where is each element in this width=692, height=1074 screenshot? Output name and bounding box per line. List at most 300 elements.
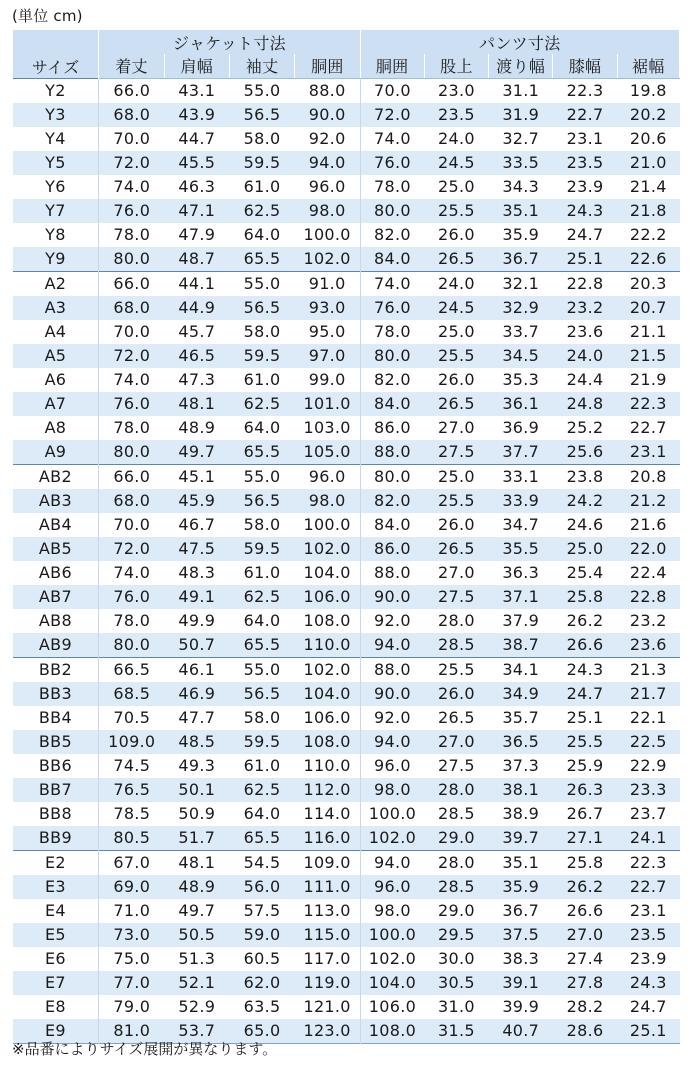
size-cell: A3	[13, 296, 99, 320]
jacket-length-cell: 81.0	[99, 1019, 164, 1044]
pants-rise-cell: 27.0	[424, 561, 488, 585]
pants-rise-cell: 25.0	[424, 320, 488, 344]
jacket-waist-cell: 100.0	[295, 513, 360, 537]
jacket-shoulder-cell: 49.3	[164, 754, 229, 778]
table-row	[13, 344, 680, 368]
pants-thigh-cell: 31.9	[489, 103, 553, 127]
pants-rise-cell: 26.5	[424, 706, 488, 730]
jacket-sleeve-cell: 64.0	[229, 416, 294, 440]
size-cell: A7	[13, 392, 99, 416]
pants-thigh-cell: 39.1	[489, 971, 553, 995]
jacket-sleeve-cell: 59.5	[229, 151, 294, 175]
pants-waist-cell: 96.0	[360, 875, 424, 899]
pants-hem-cell: 22.3	[617, 392, 679, 416]
jacket-sleeve-cell: 64.0	[229, 802, 294, 826]
pants-thigh-cell: 37.9	[489, 609, 553, 633]
pants-hem-cell: 20.7	[617, 296, 679, 320]
pants-rise-cell: 31.0	[424, 995, 488, 1019]
jacket-length-cell: 66.0	[99, 79, 164, 104]
jacket-length-cell: 79.0	[99, 995, 164, 1019]
pants-thigh-cell: 37.1	[489, 585, 553, 609]
jacket-shoulder-cell: 48.9	[164, 416, 229, 440]
pants-hem-cell: 23.6	[617, 633, 679, 658]
table-row	[13, 899, 680, 923]
size-cell: BB5	[13, 730, 99, 754]
pants-rise-cell: 25.0	[424, 175, 488, 199]
size-cell: BB2	[13, 658, 99, 683]
jacket-waist-cell: 109.0	[295, 851, 360, 876]
pants-thigh-cell: 36.7	[489, 899, 553, 923]
table-row	[13, 392, 680, 416]
jacket-shoulder-cell: 47.7	[164, 706, 229, 730]
pants-waist-cell: 102.0	[360, 826, 424, 851]
jacket-waist-cell: 123.0	[295, 1019, 360, 1044]
pants-rise-cell: 27.5	[424, 440, 488, 465]
jacket-length-cell: 76.0	[99, 392, 164, 416]
pants-hem-cell: 22.4	[617, 561, 679, 585]
pants-rise-cell: 26.0	[424, 513, 488, 537]
pants-hem-cell: 20.3	[617, 272, 679, 297]
table-header	[13, 30, 680, 79]
footnote: ※品番によりサイズ展開が異なります。	[12, 1040, 278, 1058]
jacket-waist-cell: 104.0	[295, 682, 360, 706]
pants-hem-cell: 22.7	[617, 875, 679, 899]
size-cell: Y7	[13, 199, 99, 223]
jacket-shoulder-cell: 45.1	[164, 465, 229, 490]
jacket-waist-cell: 104.0	[295, 561, 360, 585]
jacket-shoulder-cell: 46.1	[164, 658, 229, 683]
jacket-waist-cell: 101.0	[295, 392, 360, 416]
pants-knee-cell: 24.8	[553, 392, 617, 416]
pants-knee-cell: 24.0	[553, 344, 617, 368]
jacket-sleeve-cell: 65.5	[229, 440, 294, 465]
pants-rise-cell: 24.5	[424, 296, 488, 320]
pants-thigh-cell: 35.9	[489, 223, 553, 247]
table-row	[13, 851, 680, 876]
pants-rise-cell: 27.0	[424, 416, 488, 440]
jacket-waist-cell: 91.0	[295, 272, 360, 297]
table-row	[13, 440, 680, 465]
size-cell: AB8	[13, 609, 99, 633]
jacket-length-cell: 68.5	[99, 682, 164, 706]
pants-thigh-cell: 38.1	[489, 778, 553, 802]
jacket-waist-cell: 98.0	[295, 199, 360, 223]
pants-rise-cell: 25.5	[424, 199, 488, 223]
jacket-sleeve-cell: 58.0	[229, 706, 294, 730]
pants-rise-cell: 26.5	[424, 537, 488, 561]
pants-rise-header: 股上	[424, 54, 488, 79]
jacket-shoulder-cell: 50.9	[164, 802, 229, 826]
pants-thigh-cell: 36.9	[489, 416, 553, 440]
jacket-waist-header: 胴囲	[295, 54, 360, 79]
pants-thigh-cell: 35.5	[489, 537, 553, 561]
pants-hem-cell: 21.8	[617, 199, 679, 223]
pants-hem-cell: 23.5	[617, 923, 679, 947]
pants-knee-cell: 24.6	[553, 513, 617, 537]
jacket-sleeve-cell: 55.0	[229, 79, 294, 104]
pants-rise-cell: 28.0	[424, 851, 488, 876]
jacket-length-cell: 76.0	[99, 199, 164, 223]
table-row	[13, 223, 680, 247]
pants-hem-cell: 19.8	[617, 79, 679, 104]
jacket-waist-cell: 110.0	[295, 754, 360, 778]
jacket-shoulder-cell: 44.7	[164, 127, 229, 151]
jacket-waist-cell: 106.0	[295, 585, 360, 609]
size-cell: AB4	[13, 513, 99, 537]
pants-hem-cell: 22.0	[617, 537, 679, 561]
pants-waist-cell: 100.0	[360, 923, 424, 947]
jacket-length-header: 着丈	[99, 54, 164, 79]
jacket-sleeve-cell: 55.0	[229, 465, 294, 490]
jacket-shoulder-cell: 51.3	[164, 947, 229, 971]
pants-thigh-cell: 33.7	[489, 320, 553, 344]
pants-knee-cell: 24.3	[553, 658, 617, 683]
pants-waist-cell: 84.0	[360, 247, 424, 272]
jacket-sleeve-cell: 59.5	[229, 344, 294, 368]
pants-rise-cell: 25.5	[424, 489, 488, 513]
pants-hem-cell: 22.8	[617, 585, 679, 609]
table-row	[13, 368, 680, 392]
table-row	[13, 151, 680, 175]
pants-waist-cell: 94.0	[360, 730, 424, 754]
pants-knee-cell: 24.7	[553, 682, 617, 706]
jacket-sleeve-cell: 65.5	[229, 826, 294, 851]
pants-rise-cell: 28.0	[424, 778, 488, 802]
table-body	[13, 79, 680, 1044]
pants-thigh-cell: 32.1	[489, 272, 553, 297]
table-row	[13, 489, 680, 513]
pants-knee-cell: 25.0	[553, 537, 617, 561]
jacket-length-cell: 66.0	[99, 272, 164, 297]
jacket-waist-cell: 98.0	[295, 489, 360, 513]
pants-knee-cell: 26.6	[553, 899, 617, 923]
pants-thigh-cell: 33.1	[489, 465, 553, 490]
pants-waist-cell: 74.0	[360, 127, 424, 151]
jacket-sleeve-cell: 65.5	[229, 247, 294, 272]
jacket-length-cell: 78.5	[99, 802, 164, 826]
pants-group-header: パンツ寸法	[360, 30, 679, 54]
jacket-waist-cell: 103.0	[295, 416, 360, 440]
jacket-length-cell: 80.0	[99, 247, 164, 272]
pants-waist-cell: 92.0	[360, 609, 424, 633]
jacket-length-cell: 72.0	[99, 344, 164, 368]
pants-waist-cell: 102.0	[360, 947, 424, 971]
pants-rise-cell: 23.5	[424, 103, 488, 127]
pants-knee-cell: 27.1	[553, 826, 617, 851]
size-cell: AB5	[13, 537, 99, 561]
pants-hem-cell: 22.1	[617, 706, 679, 730]
pants-thigh-cell: 34.1	[489, 658, 553, 683]
jacket-shoulder-cell: 46.3	[164, 175, 229, 199]
pants-waist-cell: 90.0	[360, 682, 424, 706]
pants-rise-cell: 24.5	[424, 151, 488, 175]
pants-hem-cell: 21.0	[617, 151, 679, 175]
jacket-sleeve-cell: 54.5	[229, 851, 294, 876]
jacket-sleeve-cell: 62.5	[229, 585, 294, 609]
jacket-waist-cell: 112.0	[295, 778, 360, 802]
table-row	[13, 537, 680, 561]
jacket-sleeve-cell: 61.0	[229, 561, 294, 585]
pants-rise-cell: 29.0	[424, 899, 488, 923]
pants-knee-cell: 24.3	[553, 199, 617, 223]
jacket-waist-cell: 97.0	[295, 344, 360, 368]
jacket-length-cell: 77.0	[99, 971, 164, 995]
jacket-length-cell: 70.0	[99, 127, 164, 151]
size-cell: E5	[13, 923, 99, 947]
size-cell: A5	[13, 344, 99, 368]
pants-knee-header: 膝幅	[553, 54, 617, 79]
jacket-length-cell: 68.0	[99, 103, 164, 127]
size-cell: E2	[13, 851, 99, 876]
jacket-waist-cell: 110.0	[295, 633, 360, 658]
jacket-sleeve-cell: 61.0	[229, 368, 294, 392]
jacket-sleeve-cell: 59.5	[229, 730, 294, 754]
jacket-sleeve-cell: 59.0	[229, 923, 294, 947]
jacket-sleeve-cell: 61.0	[229, 754, 294, 778]
jacket-length-cell: 71.0	[99, 899, 164, 923]
pants-rise-cell: 25.5	[424, 344, 488, 368]
size-cell: BB8	[13, 802, 99, 826]
table-row	[13, 416, 680, 440]
table-row	[13, 682, 680, 706]
jacket-length-cell: 78.0	[99, 223, 164, 247]
pants-knee-cell: 25.9	[553, 754, 617, 778]
pants-knee-cell: 27.0	[553, 923, 617, 947]
pants-hem-cell: 21.3	[617, 658, 679, 683]
pants-thigh-cell: 34.7	[489, 513, 553, 537]
pants-knee-cell: 24.4	[553, 368, 617, 392]
jacket-shoulder-cell: 46.7	[164, 513, 229, 537]
jacket-length-cell: 68.0	[99, 296, 164, 320]
pants-thigh-cell: 36.7	[489, 247, 553, 272]
jacket-length-cell: 75.0	[99, 947, 164, 971]
pants-knee-cell: 23.9	[553, 175, 617, 199]
pants-knee-cell: 23.6	[553, 320, 617, 344]
table-row	[13, 175, 680, 199]
size-cell: BB4	[13, 706, 99, 730]
pants-hem-cell: 23.1	[617, 440, 679, 465]
table-row	[13, 199, 680, 223]
jacket-shoulder-cell: 48.7	[164, 247, 229, 272]
pants-hem-cell: 23.9	[617, 947, 679, 971]
pants-waist-cell: 76.0	[360, 151, 424, 175]
size-cell: E9	[13, 1019, 99, 1044]
jacket-sleeve-cell: 62.5	[229, 199, 294, 223]
size-table	[12, 30, 680, 1044]
jacket-length-cell: 80.0	[99, 633, 164, 658]
pants-knee-cell: 26.3	[553, 778, 617, 802]
pants-knee-cell: 28.2	[553, 995, 617, 1019]
pants-thigh-cell: 38.7	[489, 633, 553, 658]
jacket-shoulder-cell: 44.1	[164, 272, 229, 297]
jacket-waist-cell: 100.0	[295, 223, 360, 247]
pants-hem-cell: 25.1	[617, 1019, 679, 1044]
table-row	[13, 465, 680, 490]
pants-knee-cell: 25.1	[553, 247, 617, 272]
pants-hem-cell: 20.8	[617, 465, 679, 490]
pants-waist-cell: 88.0	[360, 561, 424, 585]
pants-waist-cell: 70.0	[360, 79, 424, 104]
pants-knee-cell: 25.8	[553, 585, 617, 609]
pants-waist-cell: 92.0	[360, 706, 424, 730]
jacket-shoulder-cell: 50.1	[164, 778, 229, 802]
jacket-shoulder-cell: 52.9	[164, 995, 229, 1019]
pants-hem-cell: 22.5	[617, 730, 679, 754]
jacket-length-cell: 72.0	[99, 537, 164, 561]
pants-hem-cell: 24.7	[617, 995, 679, 1019]
jacket-shoulder-cell: 47.5	[164, 537, 229, 561]
jacket-waist-cell: 116.0	[295, 826, 360, 851]
jacket-waist-cell: 93.0	[295, 296, 360, 320]
unit-note: (単位 cm)	[12, 7, 83, 25]
pants-waist-cell: 96.0	[360, 754, 424, 778]
jacket-length-cell: 109.0	[99, 730, 164, 754]
pants-rise-cell: 30.5	[424, 971, 488, 995]
pants-knee-cell: 24.7	[553, 223, 617, 247]
pants-thigh-cell: 34.9	[489, 682, 553, 706]
pants-rise-cell: 28.5	[424, 802, 488, 826]
pants-knee-cell: 25.1	[553, 706, 617, 730]
pants-knee-cell: 26.7	[553, 802, 617, 826]
jacket-waist-cell: 106.0	[295, 706, 360, 730]
table-row	[13, 826, 680, 851]
jacket-shoulder-cell: 48.1	[164, 392, 229, 416]
pants-thigh-cell: 35.9	[489, 875, 553, 899]
size-cell: E6	[13, 947, 99, 971]
size-cell: Y5	[13, 151, 99, 175]
pants-hem-cell: 21.5	[617, 344, 679, 368]
pants-thigh-cell: 39.7	[489, 826, 553, 851]
pants-thigh-cell: 35.7	[489, 706, 553, 730]
size-cell: E3	[13, 875, 99, 899]
jacket-shoulder-cell: 47.3	[164, 368, 229, 392]
pants-thigh-header: 渡り幅	[489, 54, 553, 79]
pants-knee-cell: 25.5	[553, 730, 617, 754]
jacket-sleeve-cell: 59.5	[229, 537, 294, 561]
pants-thigh-cell: 32.7	[489, 127, 553, 151]
table-row	[13, 971, 680, 995]
size-cell: BB3	[13, 682, 99, 706]
pants-hem-cell: 21.6	[617, 513, 679, 537]
pants-thigh-cell: 33.5	[489, 151, 553, 175]
jacket-sleeve-cell: 61.0	[229, 175, 294, 199]
pants-hem-cell: 24.1	[617, 826, 679, 851]
size-cell: A6	[13, 368, 99, 392]
pants-thigh-cell: 32.9	[489, 296, 553, 320]
jacket-sleeve-cell: 56.5	[229, 682, 294, 706]
jacket-length-cell: 80.5	[99, 826, 164, 851]
table-row	[13, 754, 680, 778]
pants-thigh-cell: 34.3	[489, 175, 553, 199]
jacket-sleeve-cell: 62.5	[229, 778, 294, 802]
pants-waist-cell: 98.0	[360, 778, 424, 802]
pants-knee-cell: 25.2	[553, 416, 617, 440]
size-cell: A8	[13, 416, 99, 440]
pants-rise-cell: 31.5	[424, 1019, 488, 1044]
table-row	[13, 103, 680, 127]
pants-rise-cell: 30.0	[424, 947, 488, 971]
pants-thigh-cell: 37.7	[489, 440, 553, 465]
pants-knee-cell: 22.8	[553, 272, 617, 297]
pants-waist-cell: 84.0	[360, 392, 424, 416]
jacket-length-cell: 74.0	[99, 561, 164, 585]
table-row	[13, 633, 680, 658]
jacket-waist-cell: 102.0	[295, 537, 360, 561]
jacket-shoulder-cell: 45.5	[164, 151, 229, 175]
pants-thigh-cell: 39.9	[489, 995, 553, 1019]
pants-waist-cell: 86.0	[360, 537, 424, 561]
jacket-shoulder-cell: 45.7	[164, 320, 229, 344]
table-row	[13, 561, 680, 585]
pants-rise-cell: 27.5	[424, 585, 488, 609]
jacket-sleeve-cell: 64.0	[229, 609, 294, 633]
table-row	[13, 320, 680, 344]
jacket-length-cell: 76.0	[99, 585, 164, 609]
jacket-waist-cell: 102.0	[295, 247, 360, 272]
pants-waist-cell: 88.0	[360, 658, 424, 683]
table-row	[13, 802, 680, 826]
jacket-shoulder-cell: 49.7	[164, 440, 229, 465]
pants-hem-cell: 21.9	[617, 368, 679, 392]
pants-waist-cell: 90.0	[360, 585, 424, 609]
size-cell: AB3	[13, 489, 99, 513]
pants-knee-cell: 23.2	[553, 296, 617, 320]
jacket-sleeve-cell: 58.0	[229, 320, 294, 344]
jacket-shoulder-cell: 49.1	[164, 585, 229, 609]
size-cell: AB9	[13, 633, 99, 658]
table-row	[13, 127, 680, 151]
jacket-waist-cell: 102.0	[295, 658, 360, 683]
pants-thigh-cell: 35.1	[489, 199, 553, 223]
jacket-shoulder-cell: 53.7	[164, 1019, 229, 1044]
jacket-group-header: ジャケット寸法	[99, 30, 360, 54]
jacket-length-cell: 80.0	[99, 440, 164, 465]
pants-rise-cell: 25.0	[424, 465, 488, 490]
pants-rise-cell: 26.5	[424, 392, 488, 416]
pants-thigh-cell: 40.7	[489, 1019, 553, 1044]
jacket-shoulder-cell: 45.9	[164, 489, 229, 513]
table-row	[13, 247, 680, 272]
pants-knee-cell: 25.6	[553, 440, 617, 465]
table-row	[13, 995, 680, 1019]
jacket-waist-cell: 96.0	[295, 175, 360, 199]
jacket-sleeve-cell: 58.0	[229, 127, 294, 151]
pants-rise-cell: 26.5	[424, 247, 488, 272]
table-row	[13, 923, 680, 947]
table-row	[13, 706, 680, 730]
jacket-waist-cell: 96.0	[295, 465, 360, 490]
pants-thigh-cell: 35.1	[489, 851, 553, 876]
table-row	[13, 272, 680, 297]
size-cell: AB6	[13, 561, 99, 585]
jacket-length-cell: 78.0	[99, 609, 164, 633]
pants-waist-cell: 104.0	[360, 971, 424, 995]
jacket-shoulder-cell: 51.7	[164, 826, 229, 851]
pants-waist-cell: 86.0	[360, 416, 424, 440]
jacket-sleeve-cell: 64.0	[229, 223, 294, 247]
jacket-sleeve-cell: 56.5	[229, 489, 294, 513]
pants-rise-cell: 28.0	[424, 609, 488, 633]
jacket-shoulder-cell: 43.9	[164, 103, 229, 127]
jacket-shoulder-cell: 47.9	[164, 223, 229, 247]
pants-hem-cell: 21.2	[617, 489, 679, 513]
jacket-shoulder-cell: 48.5	[164, 730, 229, 754]
jacket-sleeve-cell: 62.0	[229, 971, 294, 995]
jacket-shoulder-cell: 52.1	[164, 971, 229, 995]
pants-waist-cell: 108.0	[360, 1019, 424, 1044]
jacket-shoulder-cell: 50.5	[164, 923, 229, 947]
jacket-waist-cell: 92.0	[295, 127, 360, 151]
